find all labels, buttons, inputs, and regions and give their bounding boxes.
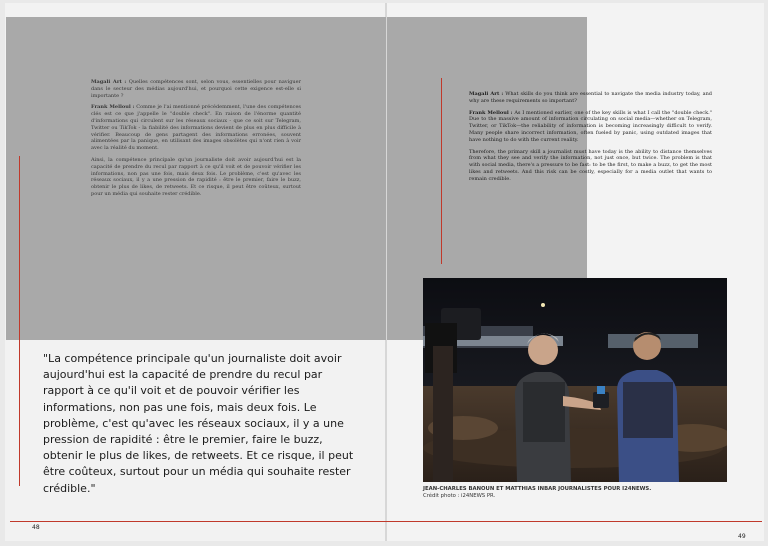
photo-credit: Crédit photo : i24NEWS PR. — [423, 492, 496, 499]
journalists-photo — [423, 278, 727, 482]
speaker-label: Magali Art : — [469, 91, 504, 97]
question-paragraph — [469, 91, 712, 105]
answer-paragraph — [91, 104, 301, 152]
paragraph-text: Comme je l'ai mentionné précédemment, l'une des compétences clés est ce que j'appelle le "double check". En raison de l'énorme quantité d'informations qui circulent sur les réseaux sociaux - que ce soit sur Telegram, Twitter ou TikTok - la fiabilité des informations devient de plus en plus difficile à vérifier. Beaucoup de gens partagent des informations erronées, souvent alimentées par la panique, en utilisant des images obsolètes qui n'ont rien à voir avec la réalité du moment. — [91, 104, 302, 152]
page-number-right: 49 — [738, 533, 746, 540]
paragraph-text: Therefore, the primary skill a journalist must have today is the ability to distance themselves from what they see and verify the information, not just once, but twice. The problem is that with social media, there's a pressure to be fast: to be the first, to make a buzz, to get the most likes and retweets. And this risk can be costly, especially for a media outlet that wants to remain credible. — [469, 148, 712, 182]
answer-paragraph — [469, 149, 712, 183]
speaker-label: Magali Art : — [91, 79, 127, 85]
footer-red-rule — [10, 521, 762, 522]
question-paragraph — [91, 79, 301, 99]
speaker-label: Frank Melloul : — [469, 109, 513, 116]
speaker-label: Frank Melloul : — [91, 104, 135, 111]
photo-illustration — [423, 278, 727, 482]
red-rule-right — [441, 78, 442, 264]
paragraph-text: Ainsi, la compétence principale qu'un journaliste doit avoir aujourd'hui est la capacité de prendre du recul par rapport à ce qu'il voit et de pouvoir vérifier les informations, non pas une fois, mais deux fois. Le problème, c'est qu'avec les réseaux sociaux, il y a une pression de rapidité : être le premier, faire le buzz, obtenir le plus de likes, de retweets. Et ce risque, il peut être coûteux, surtout pour un média qui souhaite rester crédible. — [91, 156, 301, 197]
paragraph-text: What skills do you think are essential to navigate the media industry today, and why are these requirements so important? — [469, 91, 713, 104]
red-rule-left — [19, 156, 20, 486]
paragraph-text: As I mentioned earlier, one of the key skills is what I call the "double check." Due to the massive amount of information circulating on social media—whether on Telegram, Twitter, or TikTok—the reliability of information is becoming increasingly difficult to verify. Many people share incorrect information, often fueled by panic, using outdated images that have nothing to do with the current reality. — [469, 109, 712, 143]
paragraph-text: Quelles compétences sont, selon vous, essentielles pour naviguer dans le secteur des médias aujourd'hui, et pourquoi cette exigence est-elle si importante ? — [91, 79, 301, 99]
answer-paragraph — [91, 157, 301, 198]
photo-caption — [423, 486, 723, 499]
page-number-left: 48 — [32, 524, 40, 531]
english-interview-column — [469, 91, 712, 188]
pull-quote: "La compétence principale qu'un journaliste doit avoir aujourd'hui est la capacité de prendre du recul par rapport à ce qu'il voit et de pouvoir vérifier les informations, non pas une fois, mais deux fois. Le problème, c'est qu'avec les réseaux sociaux, il y a une pression de rapidité : être le premier, faire le buzz, obtenir le plus de likes, de retweets. Et ce risque, il peut être coûteux, surtout pour un média qui souhaite rester crédible." — [43, 352, 354, 495]
answer-paragraph — [469, 110, 712, 144]
caption-text: JEAN-CHARLES BANOUN ET MATTHIAS INBAR JOURNALISTES POUR I24NEWS. — [423, 486, 652, 492]
french-interview-column — [91, 79, 301, 203]
